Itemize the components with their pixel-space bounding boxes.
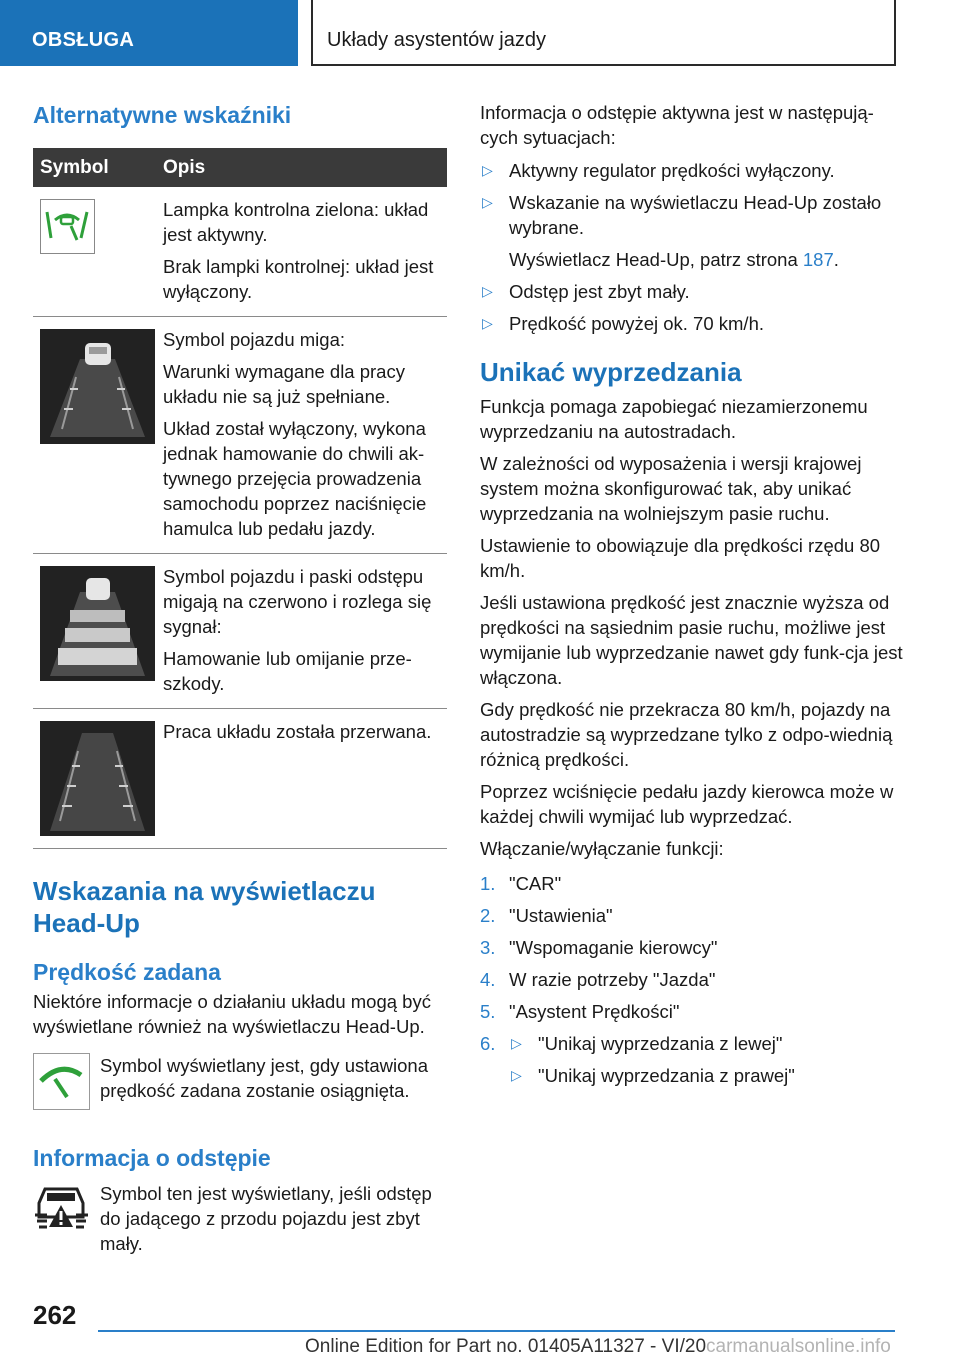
page-number: 262	[33, 1300, 77, 1330]
table-row	[33, 187, 447, 317]
section-label: OBSŁUGA	[32, 29, 135, 51]
hud-reference: Wyświetlacz Head-Up, patrz strona 187.	[509, 249, 839, 270]
triangle-bullet-icon: ▷	[511, 1035, 522, 1051]
section-tab	[0, 0, 298, 66]
table-row	[33, 317, 447, 554]
paragraph: Jeśli ustawiona prędkość jest znacznie wyższa od prędkości na sąsiednim pasie ruchu, możliwe jest wymijanie lub wyprzedzanie nawet gdy funk-cja jest włączona.	[480, 592, 903, 688]
triangle-bullet-icon: ▷	[511, 1067, 522, 1083]
paragraph: Ustawienie to obowiązuje dla prędkości rzędu 80 km/h.	[480, 535, 881, 581]
distance-heading: Informacja o odstępie	[33, 1145, 271, 1171]
indicator-table	[33, 148, 447, 849]
distance-icon-text: Symbol ten jest wyświetlany, jeśli odstęp do jadącego z przodu pojazdu jest zbyt mały.	[100, 1183, 432, 1254]
list-item: 6. ▷ "Unikaj wyprzedzania z lewej" ▷ "Unikaj wyprzedzania z prawej"	[480, 1031, 910, 1088]
desc-text: Układ został wyłączony, wykona jednak hamowanie do chwili ak-tywnego przejęcia prowadzenia samochodu poprzez naciśnięcie hamulca lub pedału jazdy.	[163, 418, 427, 539]
desc-text: Hamowanie lub omijanie prze-szkody.	[163, 648, 412, 694]
steps-list	[480, 871, 910, 1088]
lane-off-icon	[40, 721, 155, 836]
list-item: ▷ Prędkość powyżej ok. 70 km/h.	[482, 313, 764, 334]
paragraph: Gdy prędkość nie przekracza 80 km/h, pojazdy na autostradzie są wyprzedzane tylko z odpo-wiednią różnicą prędkości.	[480, 699, 893, 770]
paragraph: Poprzez wciśnięcie pedału jazdy kierowca może w każdej chwili wymijać lub wyprzedzać.	[480, 781, 894, 827]
col-symbol-header: Symbol	[33, 148, 159, 187]
left-column	[33, 100, 447, 1256]
list-item: ▷ Wskazanie na wyświetlaczu Head-Up zostało wybrane. Wyświetlacz Head-Up, patrz strona 187.	[480, 190, 910, 272]
situation-list	[480, 158, 910, 336]
desc-text: Brak lampki kontrolnej: układ jest wyłączony.	[163, 256, 434, 302]
watermark: carmanualsonline.info	[706, 1336, 891, 1357]
triangle-bullet-icon: ▷	[482, 162, 493, 178]
desc-text: Praca układu została przerwana.	[163, 721, 432, 742]
table-row	[33, 709, 447, 849]
list-item: ▷ Odstęp jest zbyt mały.	[482, 281, 690, 302]
desc-text: Lampka kontrolna zielona: układ jest aktywny.	[163, 199, 429, 245]
hud-heading: Wskazania na wyświetlaczu Head-Up	[33, 876, 376, 938]
list-item: 3. "Wspomaganie kierowcy"	[480, 937, 718, 958]
paragraph: W zależności od wyposażenia i wersji krajowej system można skonfigurować tak, aby unikać wyprzedzania na wolniejszym pasie ruchu.	[480, 453, 862, 524]
list-item: 5. "Asystent Prędkości"	[480, 1001, 680, 1022]
list-item: 2. "Ustawienia"	[480, 905, 613, 926]
distance-bars-red-icon	[40, 566, 155, 681]
chapter-header	[311, 0, 896, 66]
edition-text: Online Edition for Part no. 01405A11327 - VI/20	[305, 1336, 707, 1357]
desc-text: Warunki wymagane dla pracy układu nie są już spełniane.	[163, 361, 405, 407]
speed-reached-icon	[33, 1053, 90, 1115]
triangle-bullet-icon: ▷	[482, 283, 493, 299]
chapter-label: Układy asystentów jazdy	[327, 29, 546, 51]
vehicle-blink-icon	[40, 329, 155, 444]
table-row	[33, 554, 447, 709]
paragraph: Włączanie/wyłączanie funkcji:	[480, 838, 724, 859]
distance-icon-row	[33, 1181, 447, 1256]
triangle-bullet-icon: ▷	[482, 194, 493, 210]
lane-green-icon	[40, 199, 95, 254]
paragraph: Funkcja pomaga zapobiegać niezamierzonemu wyprzedzaniu na autostradach.	[480, 396, 868, 442]
speed-icon-text: Symbol wyświetlany jest, gdy ustawiona prędkość zadana zostanie osiągnięta.	[100, 1055, 429, 1101]
sub-item: ▷ "Unikaj wyprzedzania z lewej"	[511, 1033, 783, 1054]
footer-note	[305, 1336, 891, 1358]
speed-heading: Prędkość zadana	[33, 959, 221, 985]
col-desc-header: Opis	[159, 148, 447, 187]
alt-indicators-heading: Alternatywne wskaźniki	[33, 102, 292, 128]
list-item: 1. "CAR"	[480, 873, 562, 894]
speed-icon-row	[33, 1053, 447, 1115]
list-item: 4. W razie potrzeby "Jazda"	[480, 969, 716, 990]
list-item: ▷ Aktywny regulator prędkości wyłączony.	[482, 160, 835, 181]
page-link[interactable]: 187	[802, 249, 834, 270]
desc-text: Symbol pojazdu i paski odstępu migają na czerwono i rozlega się sygnał:	[163, 566, 432, 637]
distance-warning-icon	[33, 1181, 90, 1256]
avoid-overtaking-heading: Unikać wyprzedzania	[480, 357, 742, 387]
triangle-bullet-icon: ▷	[482, 315, 493, 331]
sub-item: ▷ "Unikaj wyprzedzania z prawej"	[511, 1065, 795, 1086]
speed-text: Niektóre informacje o działaniu układu mogą być wyświetlane również na wyświetlaczu Head-Up.	[33, 991, 431, 1037]
right-column	[480, 100, 910, 1095]
desc-text: Symbol pojazdu miga:	[163, 329, 346, 350]
distance-intro: Informacja o odstępie aktywna jest w następują-cych sytuacjach:	[480, 102, 874, 148]
footer-rule	[98, 1330, 895, 1332]
